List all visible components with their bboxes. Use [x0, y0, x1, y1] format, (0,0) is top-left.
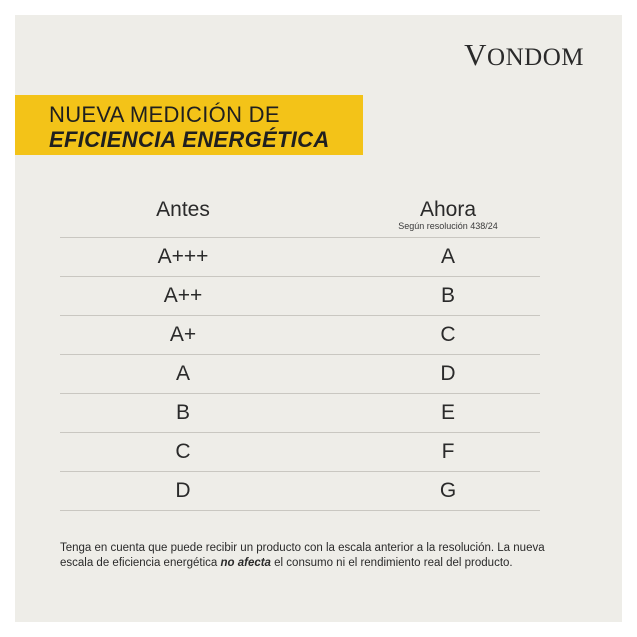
- cell-now: B: [440, 284, 455, 307]
- cell-now: G: [439, 479, 457, 502]
- cell-before: C: [175, 440, 191, 463]
- vondom-logo: [464, 37, 584, 73]
- cell-before: B: [175, 401, 190, 424]
- title-line-1: NUEVA MEDICIÓN DE: [49, 102, 280, 127]
- cell-now: F: [441, 440, 455, 463]
- column-header-before: Antes: [156, 198, 210, 221]
- table-row: [60, 315, 540, 354]
- logo-initial: V: [464, 37, 488, 72]
- footer-text-1: Tenga en cuenta que puede recibir un producto con la escala anterior a la resolución. La nueva escala de eficiencia energética: [60, 542, 545, 569]
- footer-note: [60, 541, 580, 571]
- cell-now: D: [440, 362, 456, 385]
- footer-emphasis: no afecta: [220, 557, 271, 569]
- energy-scale-table: [60, 237, 540, 511]
- cell-before: A+++: [157, 245, 209, 268]
- column-header-now: Ahora: [419, 198, 477, 221]
- info-card: [15, 15, 622, 622]
- cell-before: A: [175, 362, 190, 385]
- cell-now: E: [440, 401, 455, 424]
- cell-before: D: [175, 479, 191, 502]
- column-header-now-note: Según resolución 438/24: [398, 221, 498, 231]
- cell-before: A++: [163, 284, 203, 307]
- table-row: [60, 276, 540, 315]
- logo-rest: ONDOM: [487, 44, 584, 71]
- table-row: [60, 432, 540, 471]
- table-row: [60, 471, 540, 511]
- footer-text-2: el consumo ni el rendimiento real del producto.: [270, 557, 513, 569]
- table-row: [60, 237, 540, 276]
- cell-before: A+: [169, 323, 197, 346]
- table-row: [60, 393, 540, 432]
- title-line-2: EFICIENCIA ENERGÉTICA: [49, 127, 330, 152]
- cell-now: C: [440, 323, 456, 346]
- cell-now: A: [440, 245, 455, 268]
- table-row: [60, 354, 540, 393]
